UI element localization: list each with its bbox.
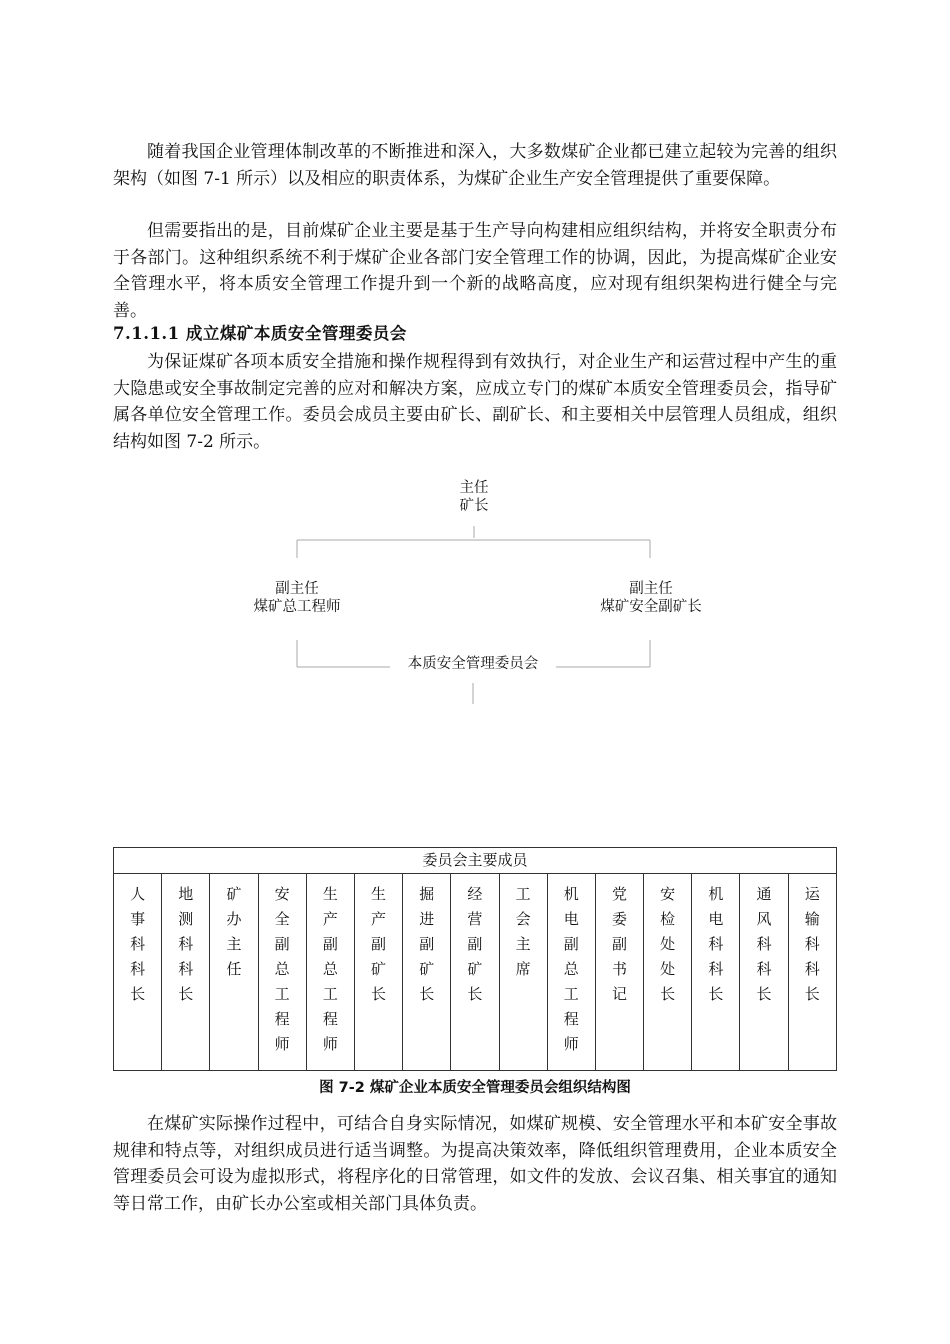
director-role: 矿长 xyxy=(459,498,489,514)
members-table xyxy=(113,847,837,1071)
member-name: 掘进副矿长 xyxy=(419,885,435,1003)
figure-caption: 图 7-2 煤矿企业本质安全管理委员会组织结构图 xyxy=(319,1080,631,1096)
member-name: 生产副矿长 xyxy=(371,885,387,1003)
member-cell xyxy=(306,874,354,1071)
members-table-container xyxy=(113,847,837,1071)
member-name: 机电科科长 xyxy=(708,885,724,1003)
member-cell xyxy=(354,874,402,1071)
member-cell xyxy=(451,874,499,1071)
section-heading: 7.1.1.1 成立煤矿本质安全管理委员会 xyxy=(113,324,407,343)
member-name: 党委副书记 xyxy=(611,885,627,1003)
org-node-deputy-right xyxy=(576,580,726,616)
paragraph-intro: 随着我国企业管理体制改革的不断推进和深入，大多数煤矿企业都已建立起较为完善的组织架构（如图 7-1 所示）以及相应的职责体系，为煤矿企业生产安全管理提供了重要保障。 xyxy=(113,142,837,189)
member-name: 通风科科长 xyxy=(756,885,772,1003)
member-name: 安全副总工程师 xyxy=(274,885,290,1053)
member-name: 安检处处长 xyxy=(660,885,676,1003)
member-cell xyxy=(114,874,162,1071)
member-name: 生产副总工程师 xyxy=(322,885,338,1053)
paragraph-structure-issue: 但需要指出的是，目前煤矿企业主要是基于生产导向构建相应组织结构，并将安全职责分布于各部门。这种组织系统不利于煤矿企业各部门安全管理工作的协调，因此，为提高煤矿企业安全管理水平，将本质安全管理工作提升到一个新的战略高度，应对现有组织架构进行健全与完善。 xyxy=(113,221,837,321)
member-cell xyxy=(595,874,643,1071)
paragraph-implementation: 在煤矿实际操作过程中，可结合自身实际情况，如煤矿规模、安全管理水平和本矿安全事故规律和特点等，对组织成员进行适当调整。为提高决策效率，降低组织管理费用，企业本质安全管理委员会可设为虚拟形式，将程序化的日常管理，如文件的发放、会议召集、相关事宜的通知等日常工作，由矿长办公室或相关部门具体负责。 xyxy=(113,1114,837,1214)
member-name: 地测科科长 xyxy=(178,885,194,1003)
member-cell xyxy=(403,874,451,1071)
member-cell xyxy=(499,874,547,1071)
deputy-left-role: 煤矿总工程师 xyxy=(253,599,341,615)
member-name: 矿办主任 xyxy=(226,885,242,978)
member-name: 人事科科长 xyxy=(130,885,146,1003)
member-name: 机电副总工程师 xyxy=(563,885,579,1053)
members-table-header: 委员会主要成员 xyxy=(114,848,837,874)
member-cell xyxy=(644,874,692,1071)
members-row xyxy=(114,874,837,1071)
deputy-right-title: 副主任 xyxy=(629,581,673,597)
org-node-director xyxy=(424,479,524,515)
member-cell xyxy=(692,874,740,1071)
org-node-committee: 本质安全管理委员会 xyxy=(407,656,539,672)
org-node-deputy-left xyxy=(226,580,368,616)
deputy-left-title: 副主任 xyxy=(275,581,319,597)
member-cell xyxy=(258,874,306,1071)
member-cell xyxy=(788,874,836,1071)
member-cell xyxy=(547,874,595,1071)
member-name: 经营副矿长 xyxy=(467,885,483,1003)
member-cell xyxy=(162,874,210,1071)
member-name: 工会主席 xyxy=(515,885,531,978)
member-name: 运输科科长 xyxy=(804,885,820,1003)
director-title: 主任 xyxy=(459,480,489,496)
paragraph-committee-purpose: 为保证煤矿各项本质安全措施和操作规程得到有效执行，对企业生产和运营过程中产生的重大隐患或安全事故制定完善的应对和解决方案，应成立专门的煤矿本质安全管理委员会，指导矿属各单位安全管理工作。委员会成员主要由矿长、副矿长、和主要相关中层管理人员组成，组织结构如图 7-2 所示。 xyxy=(113,352,837,452)
member-cell xyxy=(210,874,258,1071)
member-cell xyxy=(740,874,788,1071)
org-chart xyxy=(0,470,950,720)
deputy-right-role: 煤矿安全副矿长 xyxy=(600,599,702,615)
